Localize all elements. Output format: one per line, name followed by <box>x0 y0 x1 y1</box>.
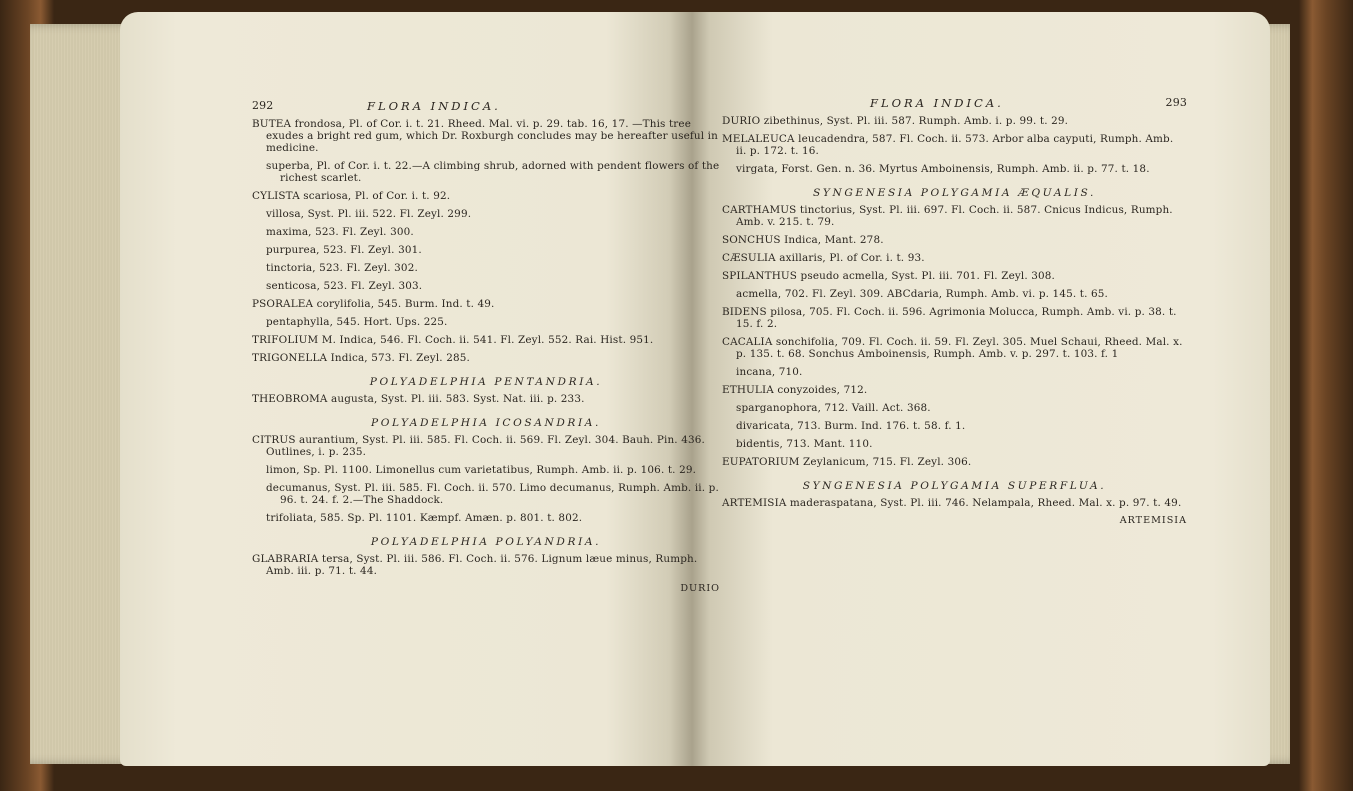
list-item: EUPATORIUM Zeylanicum, 715. Fl. Zeyl. 306. <box>722 456 972 468</box>
list-item: CITRUS aurantium, Syst. Pl. iii. 585. Fl. Coch. ii. 569. Fl. Zeyl. 304. Bauh. Pin. 436. Outlines, i. p. 235. <box>252 434 705 458</box>
list-item: villosa, Syst. Pl. iii. 522. Fl. Zeyl. 299. <box>266 208 472 220</box>
list-item: SPILANTHUS pseudo acmella, Syst. Pl. iii. 701. Fl. Zeyl. 308. <box>722 270 1056 282</box>
list-item: DURIO zibethinus, Syst. Pl. iii. 587. Rumph. Amb. i. p. 99. t. 29. <box>722 115 1069 127</box>
list-item: THEOBROMA augusta, Syst. Pl. iii. 583. Syst. Nat. iii. p. 233. <box>252 393 585 405</box>
left-page-text <box>252 100 720 595</box>
section-heading: POLYADELPHIA ICOSANDRIA. <box>370 417 602 429</box>
list-item: GLABRARIA tersa, Syst. Pl. iii. 586. Fl. Coch. ii. 576. Lignum læue minus, Rumph. Amb. iii. p. 71. t. 44. <box>252 553 698 577</box>
catchword: ARTEMISIA <box>1119 515 1187 526</box>
section-heading: SYNGENESIA POLYGAMIA SUPERFLUA. <box>802 480 1107 492</box>
list-item: CÆSULIA axillaris, Pl. of Cor. i. t. 93. <box>722 252 925 264</box>
entry-list <box>252 118 720 577</box>
list-item: TRIGONELLA Indica, 573. Fl. Zeyl. 285. <box>252 352 470 364</box>
catchword: DURIO <box>680 583 720 594</box>
running-title: FLORA INDICA. <box>870 96 1004 110</box>
list-item: superba, Pl. of Cor. i. t. 22.—A climbing shrub, adorned with pendent flowers of the richest scarlet. <box>266 160 720 184</box>
list-item: MELALEUCA leucadendra, 587. Fl. Coch. ii. 573. Arbor alba cayputi, Rumph. Amb. ii. p. 172. t. 16. <box>722 133 1174 157</box>
list-item: incana, 710. <box>736 366 803 378</box>
list-item: ARTEMISIA maderaspatana, Syst. Pl. iii. 746. Nelampala, Rheed. Mal. x. p. 97. t. 49. <box>722 497 1182 509</box>
list-item: CACALIA sonchifolia, 709. Fl. Coch. ii. 59. Fl. Zeyl. 305. Muel Schaui, Rheed. Mal. x. p. 135. t. 68. Sonchus Amboinensis, Rumph. Amb. v. p. 297. t. 103. f. 1 <box>722 336 1183 360</box>
section-heading: POLYADELPHIA POLYANDRIA. <box>370 536 602 548</box>
list-item: tinctoria, 523. Fl. Zeyl. 302. <box>266 262 418 274</box>
list-item: purpurea, 523. Fl. Zeyl. 301. <box>266 244 422 256</box>
section-heading: SYNGENESIA POLYGAMIA ÆQUALIS. <box>813 187 1096 199</box>
list-item: trifoliata, 585. Sp. Pl. 1101. Kæmpf. Amæn. p. 801. t. 802. <box>266 512 583 524</box>
list-item: decumanus, Syst. Pl. iii. 585. Fl. Coch. ii. 570. Limo decumanus, Rumph. Amb. ii. p. 96. t. 24. f. 2.—The Shaddock. <box>266 482 719 506</box>
list-item: CYLISTA scariosa, Pl. of Cor. i. t. 92. <box>252 190 451 202</box>
list-item: BUTEA frondosa, Pl. of Cor. i. t. 21. Rheed. Mal. vi. p. 29. tab. 16, 17. —This tree exudes a bright red gum, which Dr. Roxburgh concludes may be hereafter useful in medicine. <box>252 118 718 154</box>
list-item: maxima, 523. Fl. Zeyl. 300. <box>266 226 414 238</box>
list-item: SONCHUS Indica, Mant. 278. <box>722 234 884 246</box>
list-item: sparganophora, 712. Vaill. Act. 368. <box>736 402 931 414</box>
list-item: senticosa, 523. Fl. Zeyl. 303. <box>266 280 423 292</box>
list-item: pentaphylla, 545. Hort. Ups. 225. <box>266 316 448 328</box>
right-page-header <box>722 97 1187 113</box>
list-item: CARTHAMUS tinctorius, Syst. Pl. iii. 697. Fl. Coch. ii. 587. Cnicus Indicus, Rumph. Amb. v. 215. t. 79. <box>722 204 1173 228</box>
running-title: FLORA INDICA. <box>367 99 501 113</box>
list-item: virgata, Forst. Gen. n. 36. Myrtus Amboinensis, Rumph. Amb. ii. p. 77. t. 18. <box>736 163 1150 175</box>
right-page-text <box>722 97 1187 527</box>
entry-list <box>722 115 1187 509</box>
page-number: 292 <box>252 99 274 112</box>
list-item: TRIFOLIUM M. Indica, 546. Fl. Coch. ii. 541. Fl. Zeyl. 552. Rai. Hist. 951. <box>252 334 654 346</box>
section-heading: POLYADELPHIA PENTANDRIA. <box>369 376 603 388</box>
list-item: BIDENS pilosa, 705. Fl. Coch. ii. 596. Agrimonia Molucca, Rumph. Amb. vi. p. 38. t. 15. f. 2. <box>722 306 1177 330</box>
list-item: limon, Sp. Pl. 1100. Limonellus cum varietatibus, Rumph. Amb. ii. p. 106. t. 29. <box>266 464 697 476</box>
list-item: bidentis, 713. Mant. 110. <box>736 438 873 450</box>
list-item: acmella, 702. Fl. Zeyl. 309. ABCdaria, Rumph. Amb. vi. p. 145. t. 65. <box>736 288 1108 300</box>
list-item: ETHULIA conyzoides, 712. <box>722 384 868 396</box>
list-item: PSORALEA corylifolia, 545. Burm. Ind. t. 49. <box>252 298 495 310</box>
left-page-header <box>252 100 720 116</box>
list-item: divaricata, 713. Burm. Ind. 176. t. 58. f. 1. <box>736 420 966 432</box>
page-number: 293 <box>1165 96 1187 109</box>
